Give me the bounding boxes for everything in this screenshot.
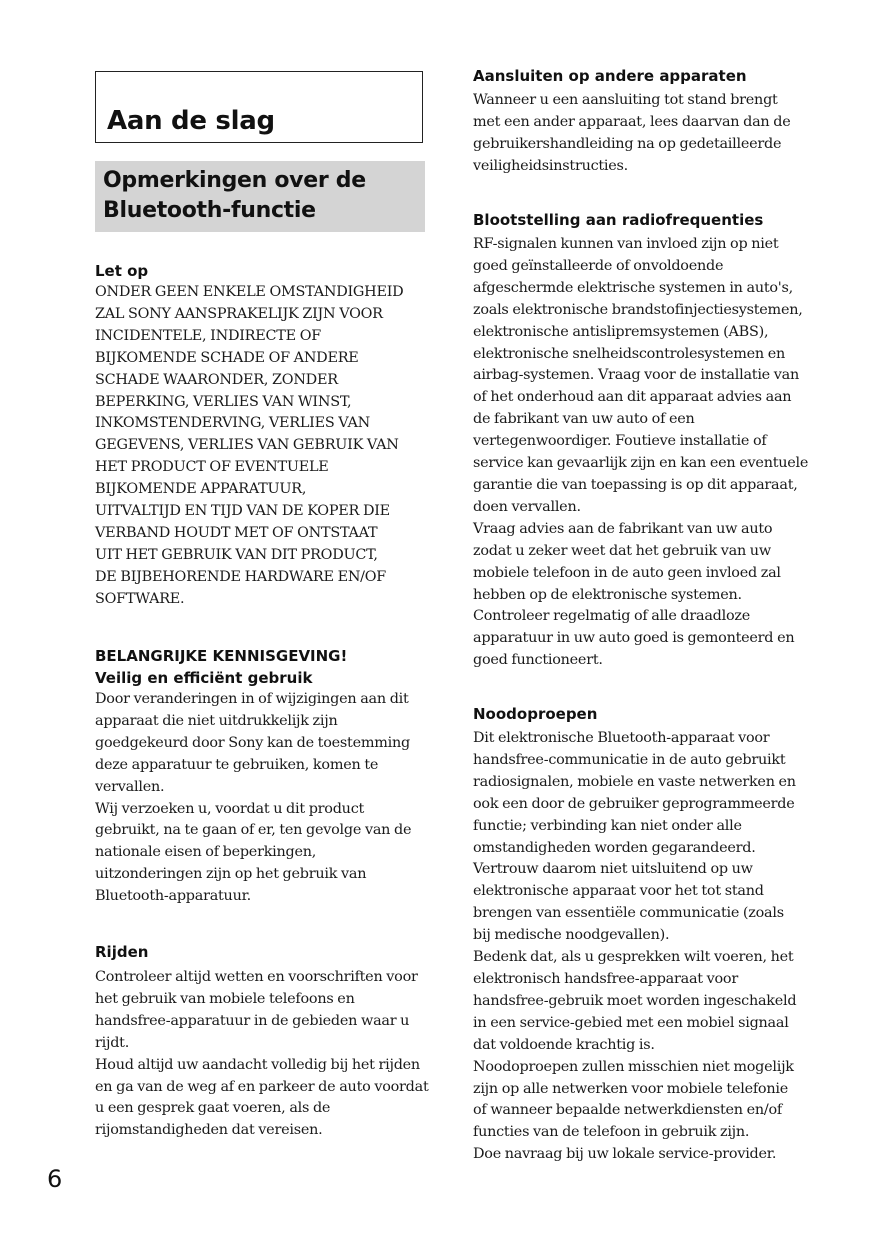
text-line: Dit elektronische Bluetooth-apparaat voor	[473, 730, 770, 746]
text-line: garantie die van toepassing is op dit apparaat,	[473, 476, 798, 493]
text-line: SOFTWARE.	[95, 590, 185, 607]
text-line: Houd altijd uw aandacht volledig bij het rijden	[95, 1056, 420, 1073]
text-line: u een gesprek gaat voeren, als de	[95, 1100, 331, 1117]
text-line: Doe navraag bij uw lokale service-provider.	[473, 1146, 777, 1163]
text-line: of wanneer bepaalde netwerkdiensten en/of	[473, 1102, 782, 1119]
text-line: elektronische antislipremsystemen (ABS),	[473, 323, 769, 340]
text-line: zijn op alle netwerken voor mobiele telefonie	[473, 1080, 788, 1097]
text-line: of het onderhoud aan dit apparaat advies aan	[473, 389, 792, 406]
section-title	[103, 166, 417, 226]
text-line: SCHADE WAARONDER, ZONDER	[95, 371, 338, 388]
let-op-body	[95, 282, 435, 611]
text-line: apparaat die niet uitdrukkelijk zijn	[95, 712, 338, 729]
text-line: het gebruik van mobiele telefoons en	[95, 990, 355, 1007]
text-line: ZAL SONY AANSPRAKELIJK ZIJN VOOR	[95, 305, 383, 322]
noodoproepen-heading: Noodoproepen	[473, 705, 598, 723]
text-line: radiosignalen, mobiele en vaste netwerken en	[473, 773, 796, 790]
text-line: en ga van de weg af en parkeer de auto voordat	[95, 1078, 429, 1095]
text-line: deze apparatuur te gebruiken, komen te	[95, 756, 379, 773]
text-line: HET PRODUCT OF EVENTUELE	[95, 459, 329, 476]
text-line: vervallen.	[95, 778, 165, 795]
text-line: Controleer altijd wetten en voorschriften voor	[95, 969, 418, 985]
text-line: airbag-systemen. Vraag voor de installatie van	[473, 367, 799, 384]
aansluiten-heading: Aansluiten op andere apparaten	[473, 67, 747, 85]
text-line: vertegenwoordiger. Foutieve installatie of	[473, 433, 767, 450]
noodoproepen-section	[473, 703, 818, 1166]
text-line: DE BIJBEHORENDE HARDWARE EN/OF	[95, 568, 387, 585]
text-line: Controleer regelmatig of alle draadloze	[473, 608, 750, 625]
text-line: mobiele telefoon in de auto geen invloed zal	[473, 564, 781, 581]
text-line: met een ander apparaat, lees daarvan dan de	[473, 113, 791, 130]
text-line: uitzonderingen zijn op het gebruik van	[95, 866, 367, 883]
text-line: de fabrikant van uw auto of een	[473, 411, 695, 428]
text-line: service kan gevaarlijk zijn en kan een eventuele	[473, 455, 809, 472]
let-op-heading: Let op	[95, 262, 149, 280]
text-line: goedgekeurd door Sony kan de toestemming	[95, 734, 410, 751]
text-line: goed functioneert.	[473, 652, 603, 669]
let-op-section	[95, 260, 435, 611]
noodoproepen-body	[473, 728, 818, 1166]
text-line: handsfree-apparatuur in de gebieden waar u	[95, 1012, 410, 1029]
text-line: bij medische noodgevallen).	[473, 927, 670, 944]
text-line: UITVALTIJD EN TIJD VAN DE KOPER DIE	[95, 503, 390, 520]
text-line: functies van de telefoon in gebruik zijn.	[473, 1124, 750, 1141]
kennisgeving-body	[95, 689, 435, 908]
aansluiten-body	[473, 90, 818, 178]
text-line: Noodoproepen zullen misschien niet mogelijk	[473, 1058, 794, 1075]
text-line: gebruikt, na te gaan of er, ten gevolge van de	[95, 822, 412, 839]
text-line: Bedenk dat, als u gesprekken wilt voeren, het	[473, 949, 794, 966]
rijden-body	[95, 967, 435, 1142]
text-line: zodat u zeker weet dat het gebruik van uw	[473, 542, 771, 559]
section-title-line-1: Opmerkingen over de	[103, 168, 366, 193]
text-line: elektronisch handsfree-apparaat voor	[473, 970, 738, 987]
text-line: ONDER GEEN ENKELE OMSTANDIGHEID	[95, 284, 404, 300]
section-title-box	[95, 161, 425, 232]
aansluiten-section	[473, 65, 818, 178]
kennisgeving-section	[95, 645, 435, 908]
chapter-title-box	[95, 71, 423, 143]
text-line: apparatuur in uw auto goed is gemonteerd en	[473, 630, 795, 647]
text-line: Wij verzoeken u, voordat u dit product	[95, 800, 365, 817]
text-line: BIJKOMENDE APPARATUUR,	[95, 481, 307, 498]
radiofrequenties-heading: Blootstelling aan radiofrequenties	[473, 211, 764, 229]
text-line: rijomstandigheden dat vereisen.	[95, 1122, 323, 1139]
text-line: INCIDENTELE, INDIRECTE OF	[95, 327, 321, 344]
text-line: goed geïnstalleerde of onvoldoende	[473, 257, 724, 274]
text-line: UIT HET GEBRUIK VAN DIT PRODUCT,	[95, 546, 378, 563]
text-line: afgeschermde elektrische systemen in auto's,	[473, 279, 793, 296]
chapter-title: Aan de slag	[107, 106, 275, 136]
text-line: ook een door de gebruiker geprogrammeerde	[473, 795, 795, 812]
text-line: GEGEVENS, VERLIES VAN GEBRUIK VAN	[95, 437, 399, 454]
text-line: hebben op de elektronische systemen.	[473, 586, 742, 603]
text-line: VERBAND HOUDT MET OF ONTSTAAT	[95, 524, 378, 541]
text-line: Door veranderingen in of wijzigingen aan dit	[95, 691, 409, 707]
page-number: 6	[47, 1165, 63, 1193]
text-line: handsfree-gebruik moet worden ingeschakeld	[473, 992, 797, 1009]
text-line: brengen van essentiële communicatie (zoals	[473, 905, 784, 922]
text-line: zoals elektronische brandstofinjectiesystemen,	[473, 301, 803, 318]
text-line: veiligheidsinstructies.	[473, 157, 629, 174]
text-line: dat voldoende krachtig is.	[473, 1036, 655, 1053]
radiofrequenties-body	[473, 234, 818, 672]
kennisgeving-subheading: Veilig en efficiënt gebruik	[95, 669, 313, 687]
kennisgeving-heading: BELANGRIJKE KENNISGEVING!	[95, 647, 348, 665]
radiofrequenties-section	[473, 209, 818, 672]
text-line: omstandigheden worden gegarandeerd.	[473, 839, 756, 856]
text-line: handsfree-communicatie in de auto gebruikt	[473, 751, 786, 768]
text-line: Bluetooth-apparatuur.	[95, 888, 251, 905]
rijden-heading: Rijden	[95, 943, 149, 961]
text-line: rijdt.	[95, 1034, 130, 1051]
section-title-line-2: Bluetooth-functie	[103, 198, 316, 223]
text-line: BIJKOMENDE SCHADE OF ANDERE	[95, 349, 359, 366]
text-line: Vertrouw daarom niet uitsluitend op uw	[473, 861, 753, 878]
text-line: RF-signalen kunnen van invloed zijn op niet	[473, 236, 779, 252]
text-line: elektronische snelheidscontrolesystemen en	[473, 345, 786, 362]
text-line: doen vervallen.	[473, 498, 581, 515]
text-line: BEPERKING, VERLIES VAN WINST,	[95, 393, 352, 410]
text-line: elektronische apparaat voor het tot stand	[473, 883, 764, 900]
text-line: Wanneer u een aansluiting tot stand brengt	[473, 92, 778, 108]
text-line: Vraag advies aan de fabrikant van uw auto	[473, 520, 773, 537]
rijden-section	[95, 941, 435, 1142]
text-line: INKOMSTENDERVING, VERLIES VAN	[95, 415, 370, 432]
text-line: in een service-gebied met een mobiel signaal	[473, 1014, 789, 1031]
text-line: gebruikershandleiding na op gedetailleerde	[473, 135, 782, 152]
text-line: nationale eisen of beperkingen,	[95, 844, 317, 861]
text-line: functie; verbinding kan niet onder alle	[473, 817, 742, 834]
